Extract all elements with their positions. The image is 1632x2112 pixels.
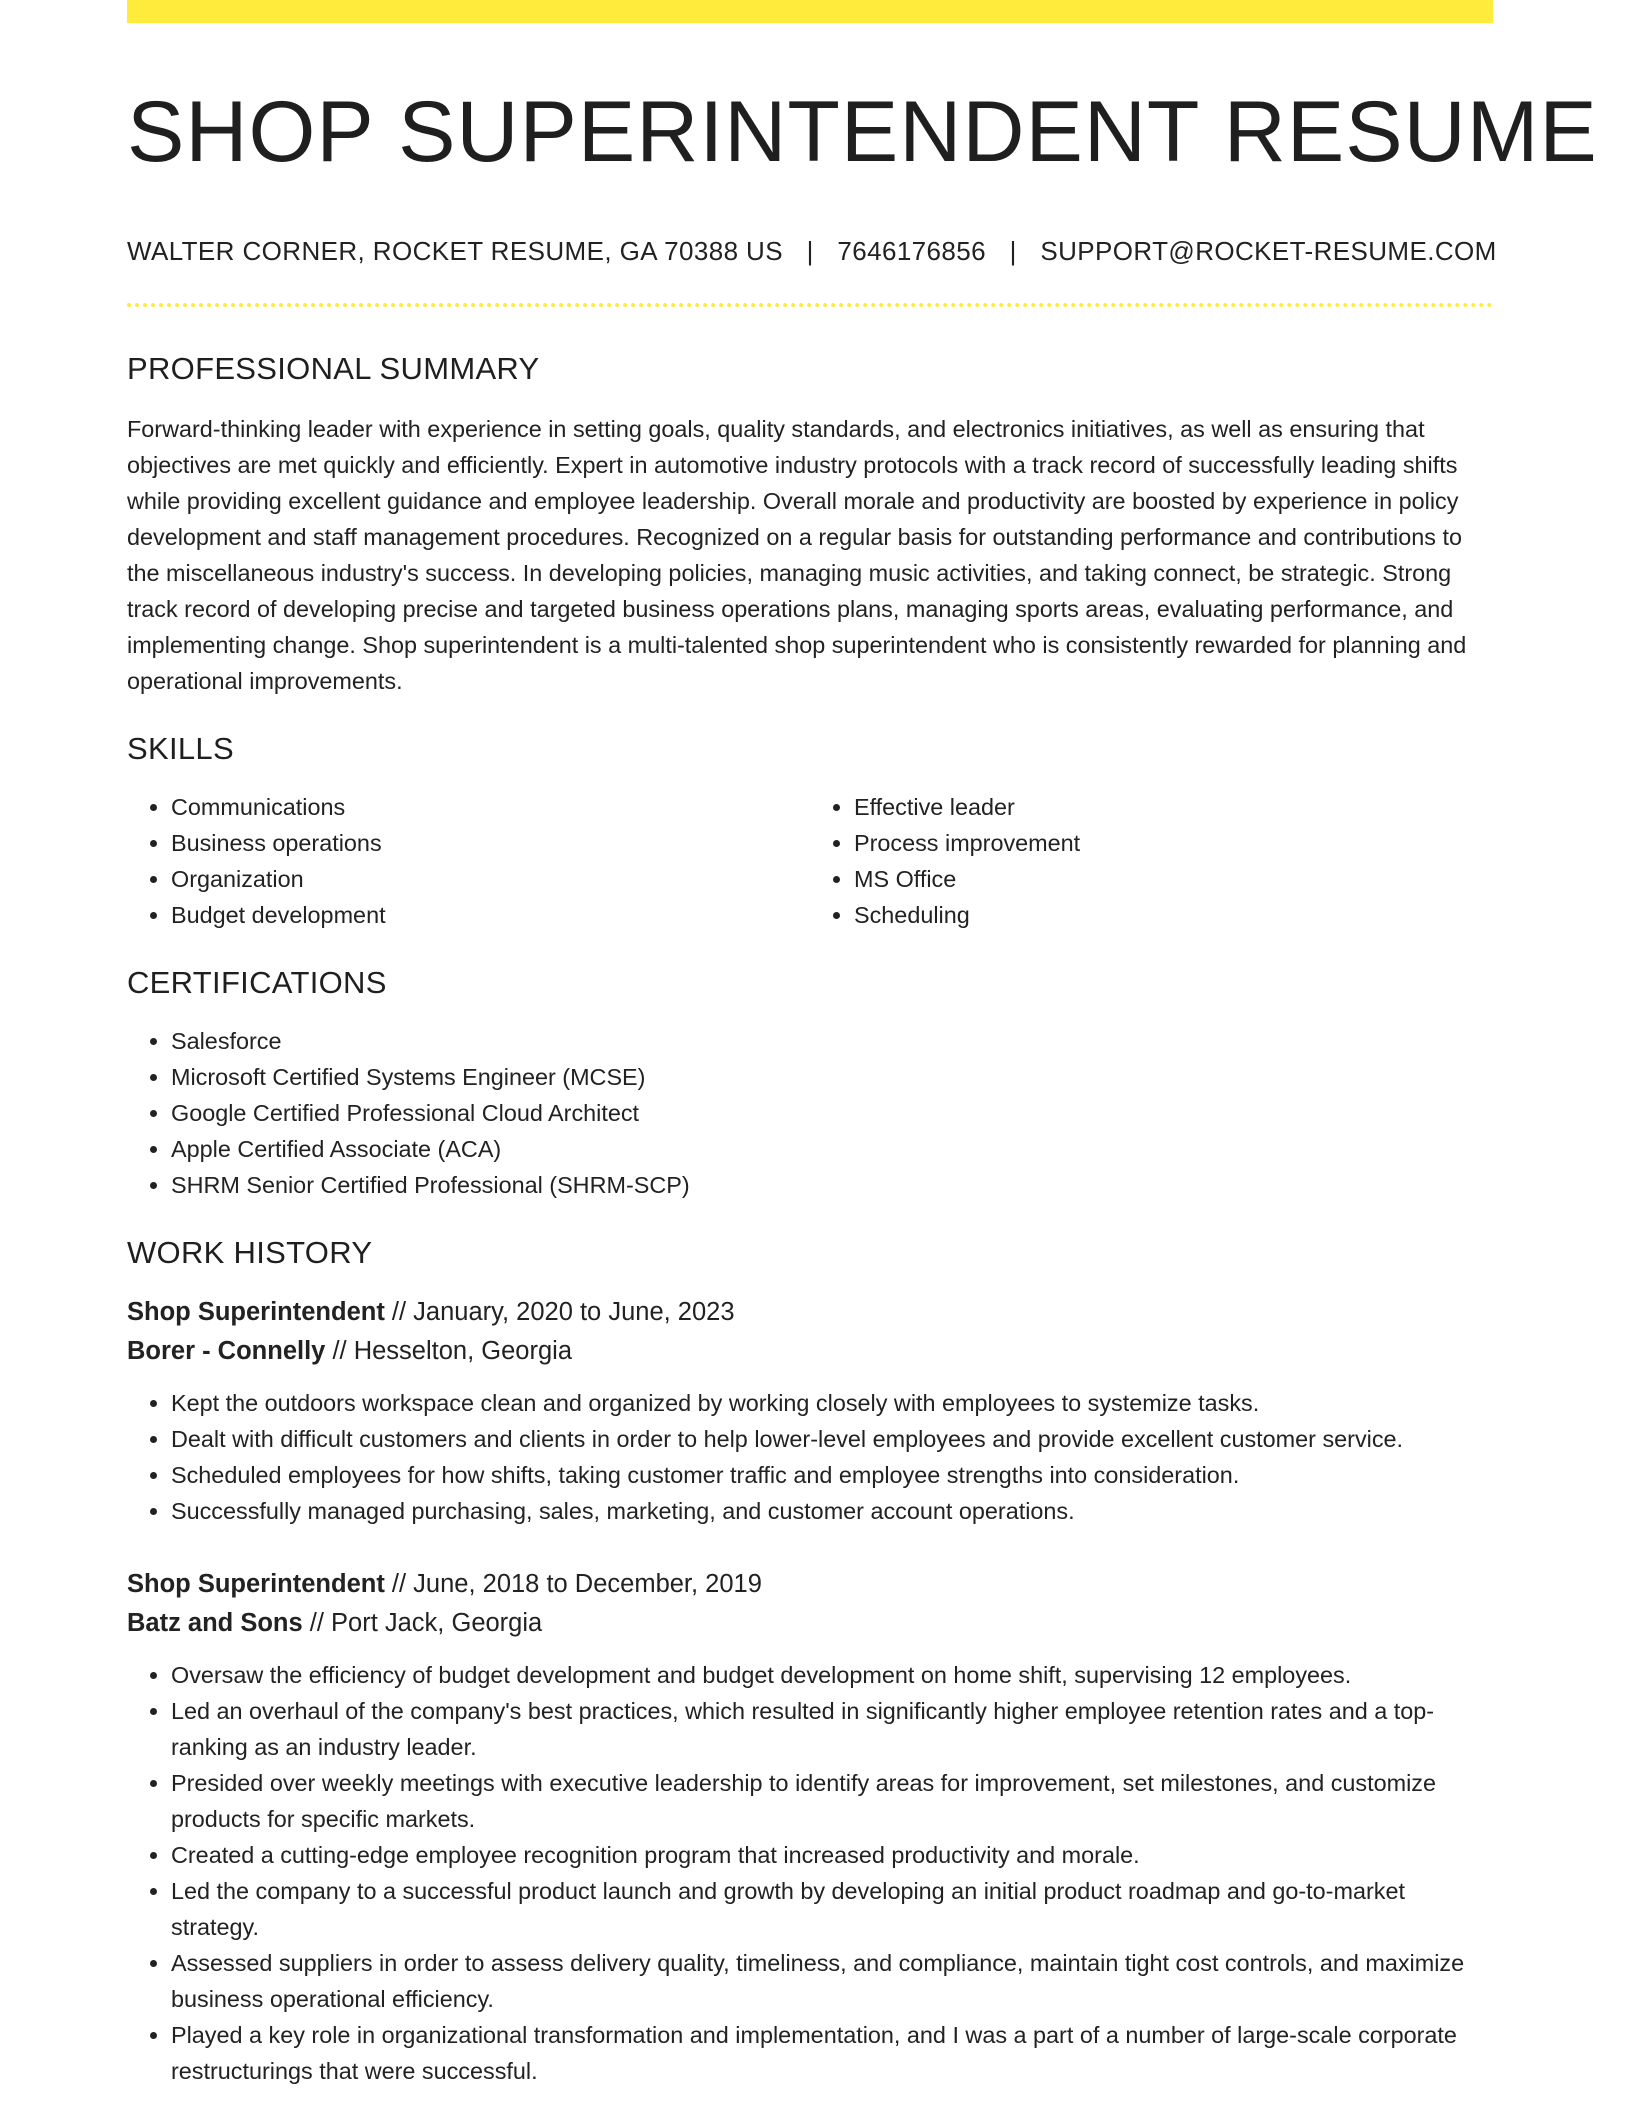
job-bullet: • Led the company to a successful product launch and growth by developing an initial product roadmap and go-to-market strategy. xyxy=(171,1873,1493,1945)
summary-text: Forward-thinking leader with experience in setting goals, quality standards, and electronics initiatives, as well as ensuring that objectives are met quickly and efficiently. Expert in automotive industry protocols with a track record of successfully leading shifts while providing excellent guidance and employee leadership. Overall morale and productivity are boosted by experience in policy development and staff management procedures. Recognized on a regular basis for outstanding performance and contributions to the miscellaneous industry's success. In developing policies, managing music activities, and taking connect, be strategic. Strong track record of developing precise and targeted business operations plans, managing sports areas, evaluating performance, and implementing change. Shop superintendent is a multi-talented shop superintendent who is consistently rewarded for planning and operational improvements. xyxy=(127,415,1467,694)
job-company-line xyxy=(127,1332,1493,1371)
skills-list-left xyxy=(127,789,810,933)
skill-item: • Communications xyxy=(171,789,810,825)
resume-page xyxy=(127,0,1598,2089)
certification-item: • Microsoft Certified Systems Engineer (MCSE) xyxy=(171,1059,1493,1095)
job-title-line xyxy=(127,1293,1493,1332)
certification-item: • Google Certified Professional Cloud Architect xyxy=(171,1095,1493,1131)
summary-heading: PROFESSIONAL SUMMARY xyxy=(127,350,540,386)
skills-heading: SKILLS xyxy=(127,730,234,766)
job-dates: // June, 2018 to December, 2019 xyxy=(384,1569,762,1598)
job-bullet: • Successfully managed purchasing, sales, marketing, and customer account operations. xyxy=(171,1493,1493,1529)
skill-item: • Budget development xyxy=(171,897,810,933)
certifications-section xyxy=(127,965,1493,1203)
work-history-heading: WORK HISTORY xyxy=(127,1234,373,1270)
skill-item: • Process improvement xyxy=(854,825,1493,861)
job-bullet: • Played a key role in organizational transformation and implementation, and I was a part of a number of large-scale corporate restructurings that were successful. xyxy=(171,2017,1493,2089)
contact-line xyxy=(127,235,1497,267)
job-title: Shop Superintendent xyxy=(127,1297,385,1326)
job-company: Batz and Sons xyxy=(127,1608,303,1637)
skills-grid xyxy=(127,767,1493,933)
job-bullet: • Assessed suppliers in order to assess delivery quality, timeliness, and compliance, maintain tight cost controls, and maximize business operational efficiency. xyxy=(171,1945,1493,2017)
top-accent-bar xyxy=(127,0,1493,23)
skills-list-right xyxy=(810,789,1493,933)
contact-separator: | xyxy=(806,235,814,266)
contact-separator: | xyxy=(1009,235,1017,266)
skill-item: • Effective leader xyxy=(854,789,1493,825)
header-divider xyxy=(127,303,1493,307)
job-title-line xyxy=(127,1565,1493,1604)
skill-item: • MS Office xyxy=(854,861,1493,897)
certification-item: • Apple Certified Associate (ACA) xyxy=(171,1131,1493,1167)
work-history-section xyxy=(127,1235,1493,2089)
certification-item: • SHRM Senior Certified Professional (SHRM-SCP) xyxy=(171,1167,1493,1203)
job-entry xyxy=(127,1565,1493,2089)
job-bullets xyxy=(127,1657,1493,2089)
job-company: Borer - Connelly xyxy=(127,1336,326,1365)
job-bullet: • Led an overhaul of the company's best practices, which resulted in significantly higher employee retention rates and a top-ranking as an industry leader. xyxy=(171,1693,1493,1765)
job-dates: // January, 2020 to June, 2023 xyxy=(384,1297,735,1326)
certifications-heading: CERTIFICATIONS xyxy=(127,964,387,1000)
skill-item: • Organization xyxy=(171,861,810,897)
skills-section xyxy=(127,731,1493,933)
job-location: // Port Jack, Georgia xyxy=(302,1608,543,1637)
job-title: Shop Superintendent xyxy=(127,1569,385,1598)
contact-address: WALTER CORNER, ROCKET RESUME, GA 70388 US xyxy=(127,235,783,266)
job-bullet: • Created a cutting-edge employee recognition program that increased productivity and morale. xyxy=(171,1837,1493,1873)
contact-email: SUPPORT@ROCKET-RESUME.COM xyxy=(1040,235,1497,266)
job-location: // Hesselton, Georgia xyxy=(325,1336,572,1365)
skill-item: • Scheduling xyxy=(854,897,1493,933)
job-bullet: • Dealt with difficult customers and clients in order to help lower-level employees and provide excellent customer service. xyxy=(171,1421,1493,1457)
resume-title: SHOP SUPERINTENDENT RESUME xyxy=(127,84,1598,180)
job-bullets xyxy=(127,1385,1493,1529)
skill-item: • Business operations xyxy=(171,825,810,861)
contact-phone: 7646176856 xyxy=(837,235,986,266)
summary-section xyxy=(127,351,1493,699)
job-bullet: • Scheduled employees for how shifts, taking customer traffic and employee strengths into consideration. xyxy=(171,1457,1493,1493)
job-company-line xyxy=(127,1604,1493,1643)
job-bullet: • Oversaw the efficiency of budget development and budget development on home shift, supervising 12 employees. xyxy=(171,1657,1493,1693)
certifications-list xyxy=(127,1023,1493,1203)
job-bullet: • Kept the outdoors workspace clean and organized by working closely with employees to systemize tasks. xyxy=(171,1385,1493,1421)
job-bullet: • Presided over weekly meetings with executive leadership to identify areas for improvement, set milestones, and customize products for specific markets. xyxy=(171,1765,1493,1837)
certification-item: • Salesforce xyxy=(171,1023,1493,1059)
job-entry xyxy=(127,1293,1493,1529)
